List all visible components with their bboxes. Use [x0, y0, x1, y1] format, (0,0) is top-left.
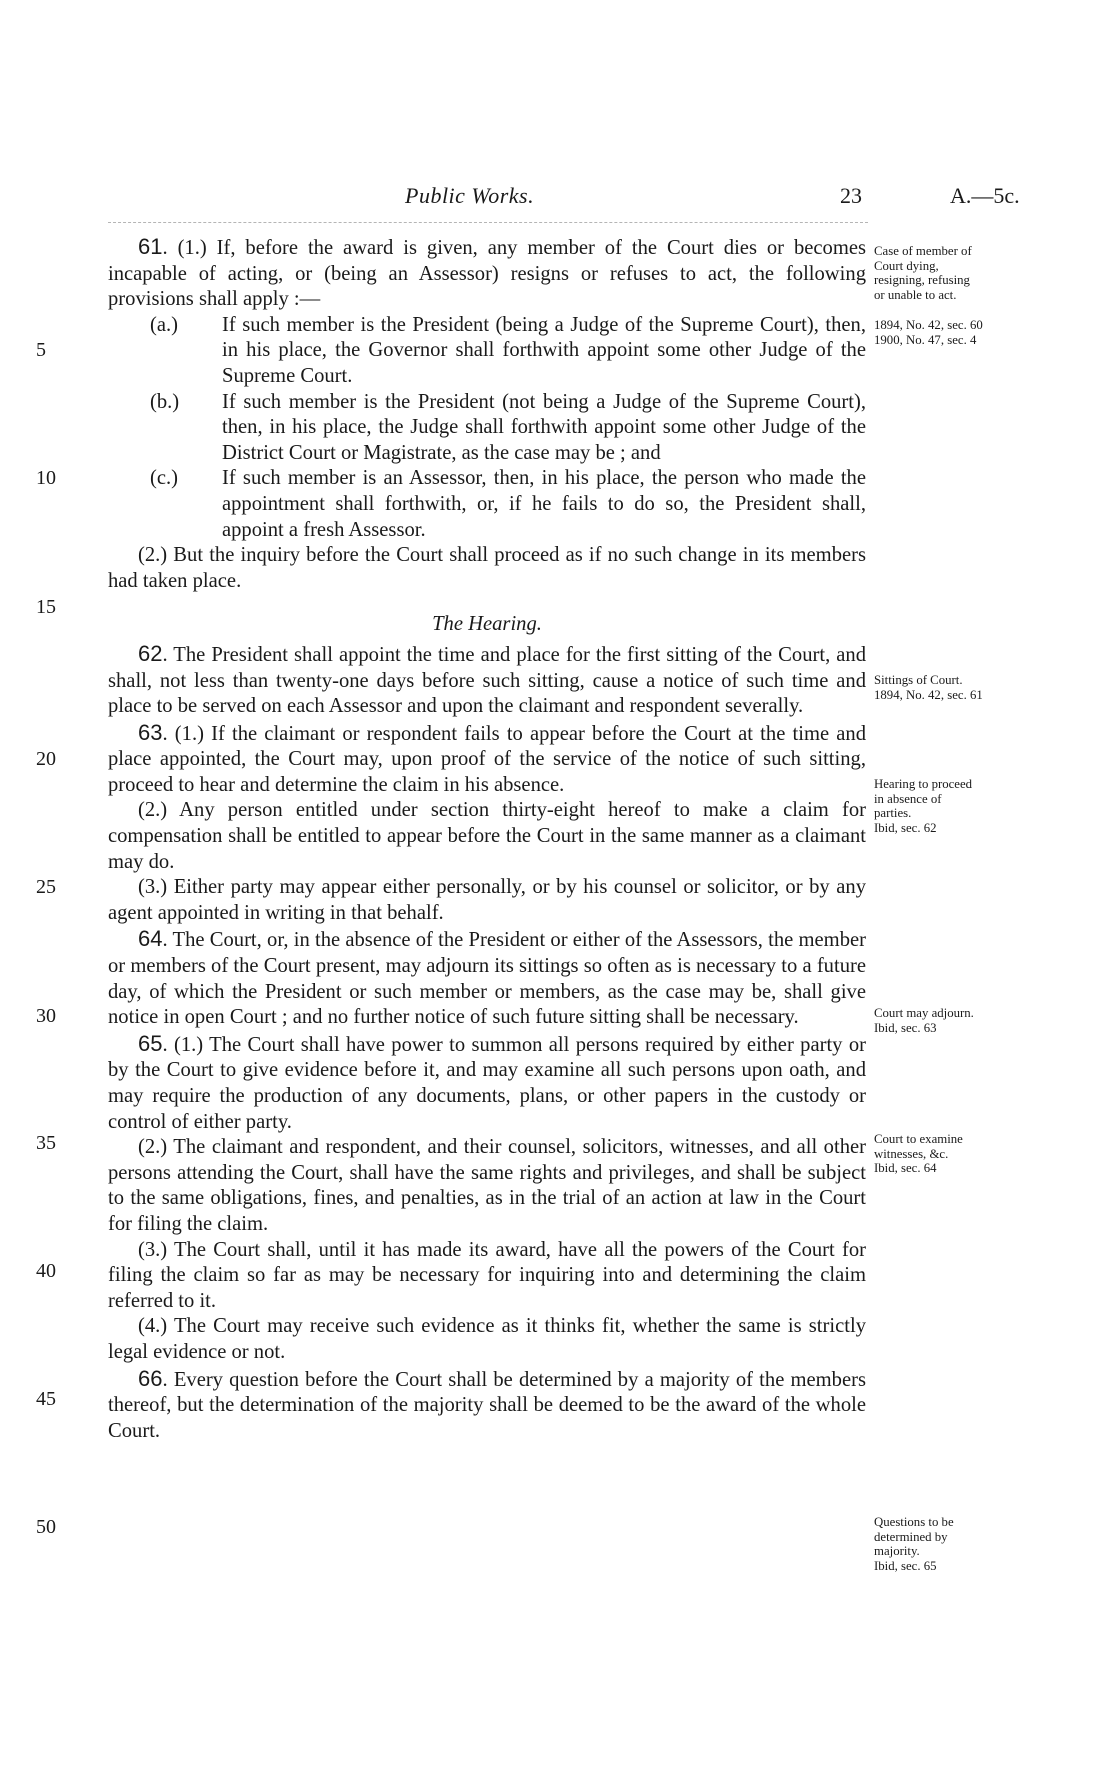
- section-number: 62: [138, 640, 163, 666]
- margin-note-63: Hearing to proceed in absence of parties. Ibid, sec. 62: [874, 777, 973, 835]
- page-number: 23: [840, 183, 862, 208]
- section-66: 66. Every question before the Court shall be determined by a majority of the members thereof, but the determination of the majority shall be deemed to be the award of the whole Court.: [108, 1365, 866, 1442]
- section-number: 64: [138, 926, 163, 952]
- section-61-para-2: (2.) But the inquiry before the Court shall proceed as if no such change in its members had taken place.: [108, 544, 866, 592]
- line-number: 40: [36, 1260, 56, 1282]
- line-number: 20: [36, 748, 56, 770]
- line-number: 25: [36, 876, 56, 898]
- line-number: 35: [36, 1132, 56, 1154]
- margin-note-66: Questions to be determined by majority. Ibid, sec. 65: [874, 1515, 954, 1573]
- clause-c: (c.) If such member is an Assessor, then, in his place, the person who made the appointment shall forthwith, or, if he fails to do so, the President shall, appoint a fresh Assessor.: [150, 467, 866, 541]
- section-61-para-1: 61. (1.) If, before the award is given, any member of the Court dies or becomes incapable of acting, or (being an Assessor) resigns or refuses to act, the following provisions shall apply :—: [108, 234, 867, 311]
- clause-b: (b.) If such member is the President (not being a Judge of the Supreme Court), then, in his place, the Judge shall forthwith appoint some other Judge of the District Court or Magistrate, as the case may be ; and: [150, 390, 866, 464]
- section-63-para-2: (2.) Any person entitled under section thirty-eight hereof to make a claim for compensation shall be entitled to appear before the Court in the same manner as a claimant may do.: [108, 799, 866, 873]
- line-number: 45: [36, 1388, 56, 1410]
- line-number: 30: [36, 1005, 56, 1027]
- main-text: [108, 234, 866, 1444]
- section-number: 66: [138, 1365, 163, 1391]
- series-code: A.—5c.: [950, 183, 1020, 208]
- margin-note-65: Court to examine witnesses, &c. Ibid, sec. 64: [874, 1132, 963, 1175]
- clause-a: (a.) If such member is the President (being a Judge of the Supreme Court), then, in his place, the Governor shall forthwith appoint some other Judge of the Supreme Court.: [150, 313, 866, 387]
- section-65-para-3: (3.) The Court shall, until it has made its award, have all the powers of the Court for filing the claim so far as may be necessary for inquiring into and determining the claim referred to it.: [108, 1238, 866, 1312]
- subheading-the-hearing: The Hearing.: [432, 613, 542, 636]
- clause-label: (b.): [150, 390, 180, 413]
- section-62: 62. The President shall appoint the time and place for the first sitting of the Court, and shall, not less than twenty-one days before such sitting, cause a notice of such time and place to be served on each Assessor and upon the claimant and respondent severally.: [108, 640, 866, 718]
- running-title: Public Works.: [405, 183, 535, 208]
- line-number: 5: [36, 339, 46, 361]
- margin-note-61-citation: 1894, No. 42, sec. 60 1900, No. 47, sec. 4: [874, 318, 983, 347]
- line-number: 50: [36, 1516, 56, 1538]
- section-65-para-1: 65. (1.) The Court shall have power to summon all persons required by either party or by the Court to give evidence before it, and may examine all such persons upon oath, and may require the production of any documents, plans, or other papers in the custody or control of either party.: [108, 1030, 866, 1133]
- section-63-para-1: 63. (1.) If the claimant or respondent fails to appear before the Court at the time and place appointed, the Court may, upon proof of the service of the notice of such sitting, proceed to hear and determine the claim in his absence.: [108, 719, 866, 796]
- section-number: 63: [138, 719, 163, 745]
- margin-note-61: Case of member of Court dying, resigning, refusing or unable to act.: [874, 244, 972, 302]
- clause-label: (c.): [150, 467, 179, 490]
- section-65-para-4: (4.) The Court may receive such evidence as it thinks fit, whether the same is strictly legal evidence or not.: [108, 1315, 866, 1363]
- line-number: 15: [36, 596, 56, 618]
- section-64: 64. The Court, or, in the absence of the President or either of the Assessors, the member or members of the Court present, may adjourn its sittings so often as is necessary to a future day, of which the President or such member or members, as the case may be, shall give notice in open Court ; and no further notice of such future sitting shall be necessary.: [108, 926, 866, 1029]
- margin-note-62: Sittings of Court. 1894, No. 42, sec. 61: [874, 673, 983, 702]
- clause-label: (a.): [150, 313, 179, 336]
- section-65-para-2: (2.) The claimant and respondent, and their counsel, solicitors, witnesses, and all other persons attending the Court, shall have the same rights and privileges, and shall be subject to the same obligations, fines, and penalties, as in the trial of an action at law in the Court for filing the claim.: [108, 1136, 866, 1235]
- header-rule: [108, 222, 868, 223]
- section-number: 61: [138, 234, 163, 259]
- section-63-para-3: (3.) Either party may appear either personally, or by his counsel or solicitor, or by any agent appointed in writing in that behalf.: [108, 876, 866, 924]
- margin-note-64: Court may adjourn. Ibid, sec. 63: [874, 1006, 974, 1035]
- running-header: [0, 183, 1114, 213]
- line-number: 10: [36, 467, 56, 489]
- section-number: 65: [138, 1030, 163, 1056]
